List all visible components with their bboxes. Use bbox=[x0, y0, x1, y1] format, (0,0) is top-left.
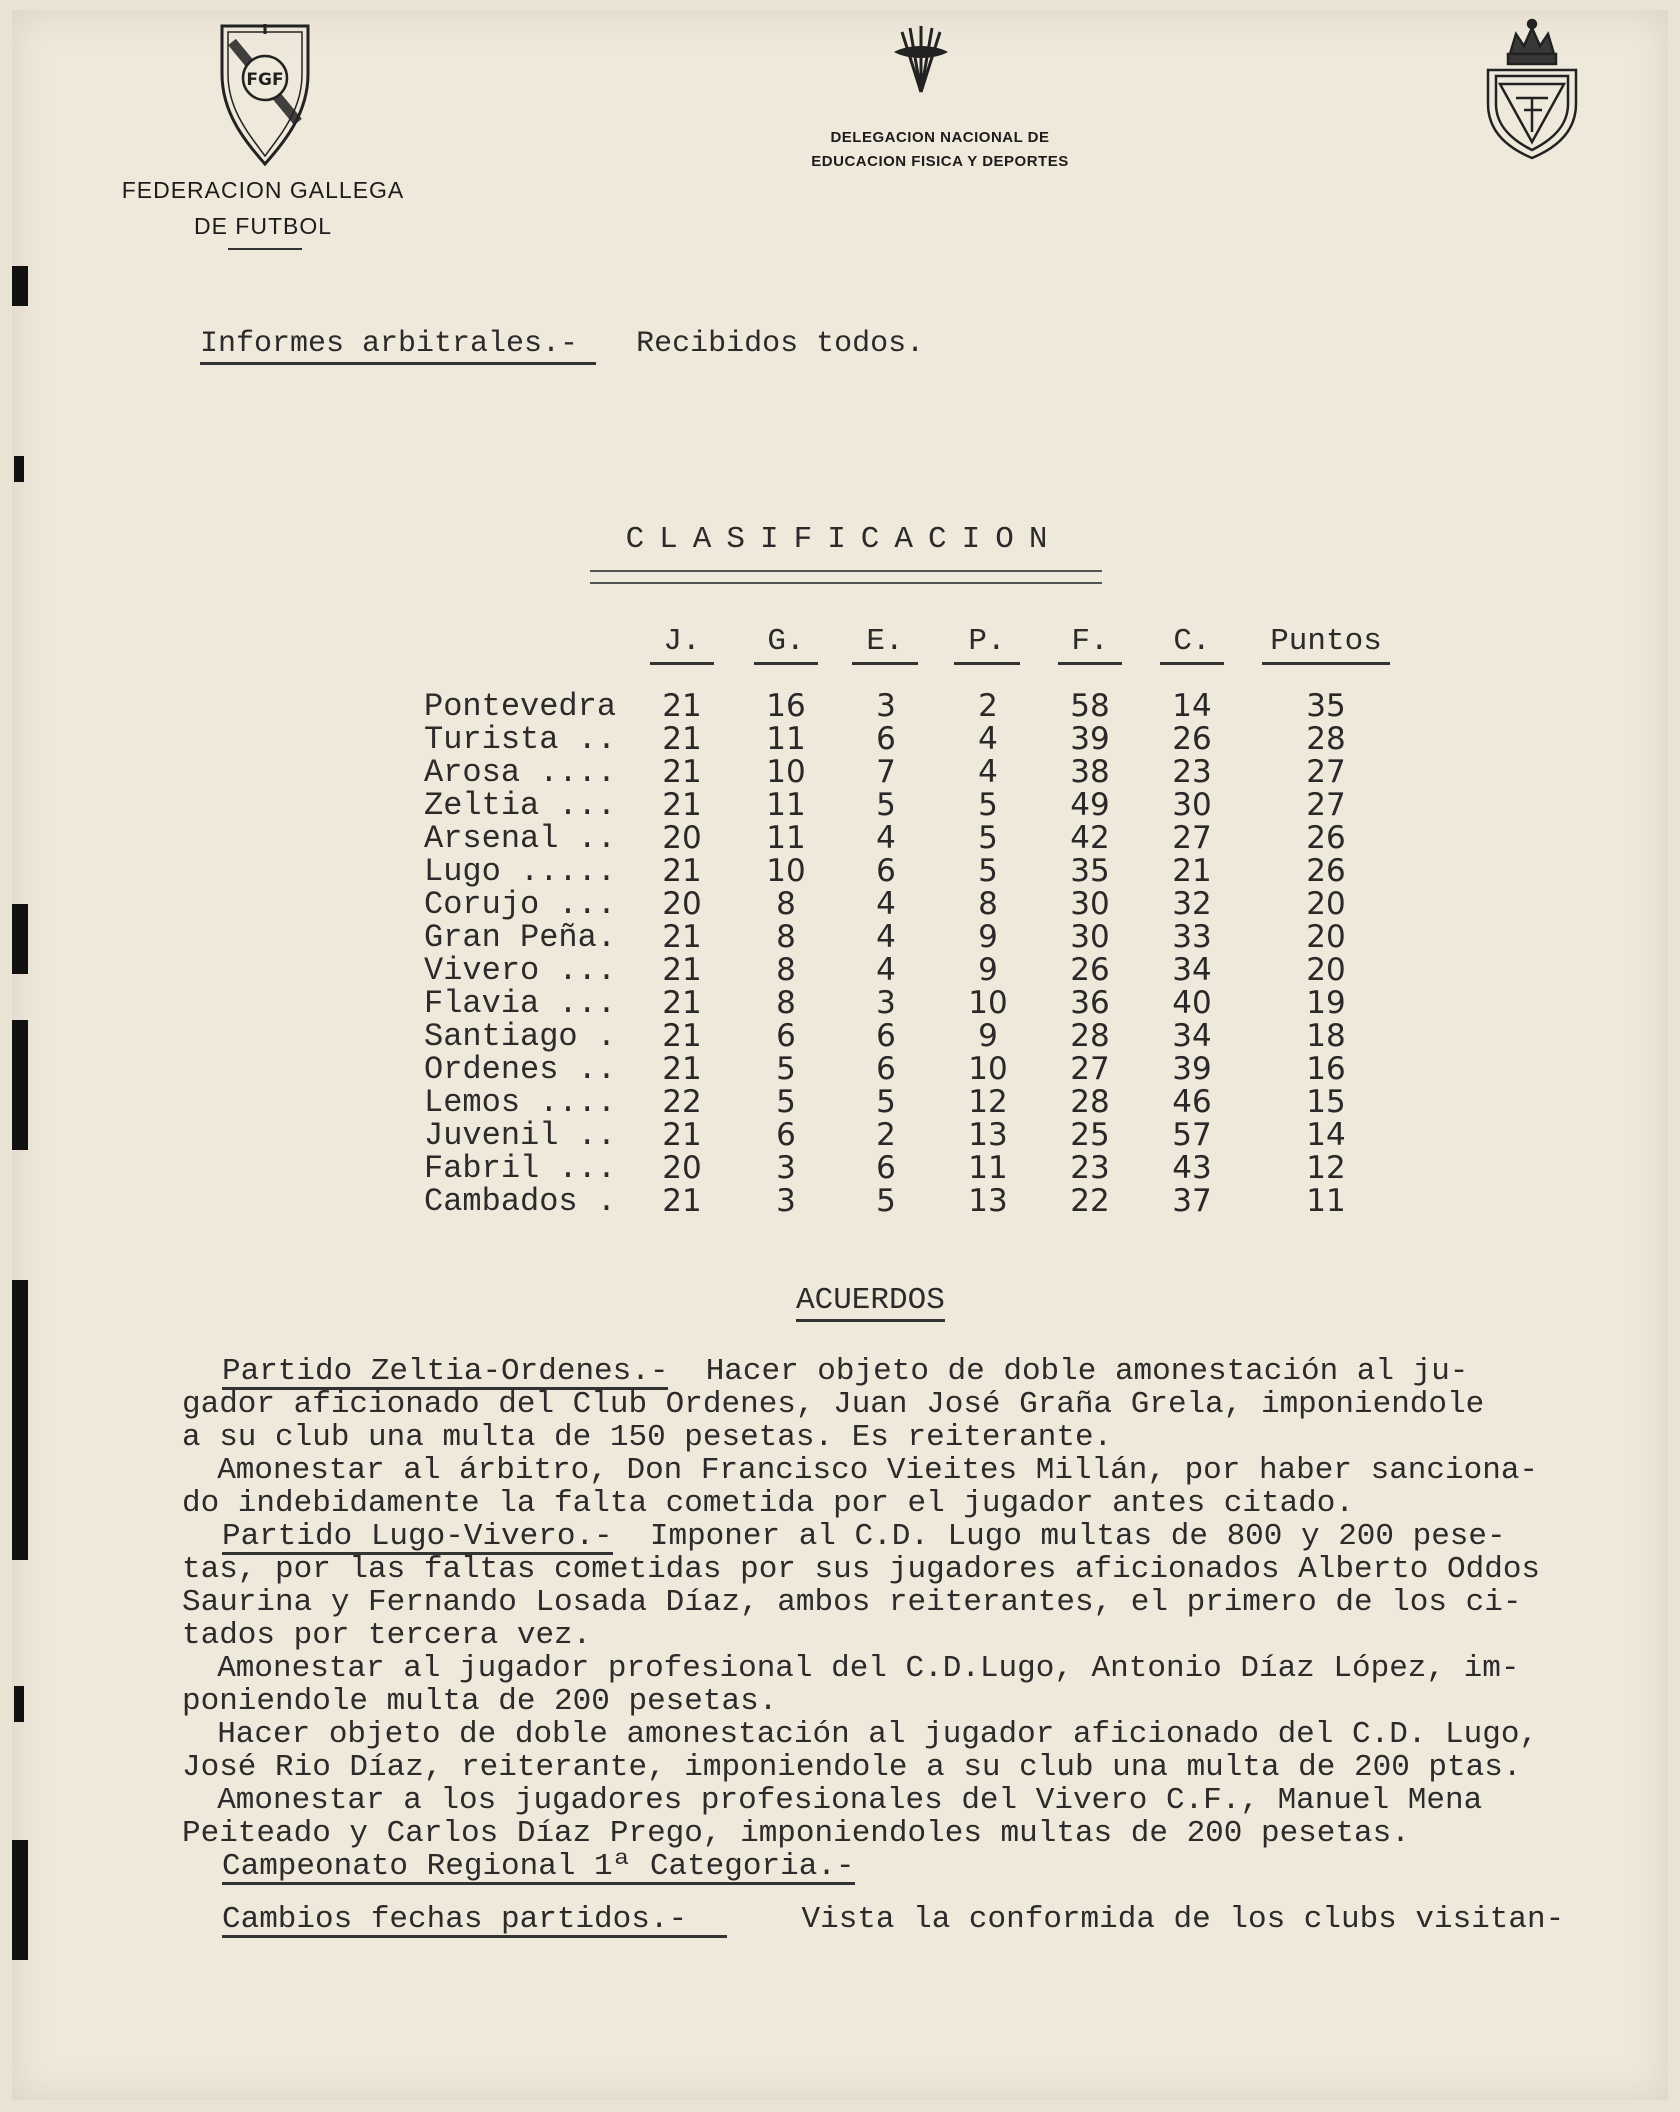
standings-cell: 10 bbox=[968, 1051, 1008, 1087]
team-name: Fabril ... bbox=[424, 1150, 617, 1187]
agreement-line: Amonestar a los jugadores profesionales del Vivero C.F., Manuel Mena bbox=[180, 1783, 1483, 1818]
crowned-federation-emblem-icon bbox=[1480, 14, 1584, 162]
standings-cell: 20 bbox=[1306, 952, 1346, 988]
standings-cell: 26 bbox=[1306, 853, 1346, 889]
team-name: Corujo ... bbox=[424, 886, 617, 923]
standings-cell: 7 bbox=[876, 754, 896, 790]
standings-cell: 14 bbox=[1306, 1117, 1346, 1153]
column-header: P. bbox=[954, 622, 1020, 665]
team-name: Gran Peña. bbox=[424, 919, 617, 956]
standings-cell: 16 bbox=[1306, 1051, 1346, 1087]
standings-cell: 39 bbox=[1070, 721, 1110, 757]
standings-cell: 9 bbox=[978, 1018, 998, 1054]
standings-cell: 23 bbox=[1070, 1150, 1110, 1186]
standings-cell: 22 bbox=[1070, 1183, 1110, 1219]
agreement-line: gador aficionado del Club Ordenes, Juan José Graña Grela, imponiendole bbox=[182, 1387, 1485, 1422]
referee-reports-label: Informes arbitrales.- bbox=[200, 326, 596, 365]
binding-mark bbox=[12, 1280, 28, 1560]
column-header: Puntos bbox=[1262, 622, 1390, 665]
standings-cell: 14 bbox=[1172, 688, 1212, 724]
agreement-line: Amonestar al jugador profesional del C.D.Lugo, Antonio Díaz López, im- bbox=[180, 1651, 1520, 1686]
standings-cell: 20 bbox=[662, 820, 702, 856]
standings-cell: 13 bbox=[968, 1117, 1008, 1153]
standings-cell: 4 bbox=[876, 886, 896, 922]
standings-cell: 21 bbox=[662, 688, 702, 724]
standings-cell: 8 bbox=[978, 886, 998, 922]
standings-cell: 4 bbox=[876, 952, 896, 988]
standings-cell: 33 bbox=[1172, 919, 1212, 955]
standings-cell: 6 bbox=[876, 1018, 896, 1054]
column-header: F. bbox=[1058, 622, 1122, 665]
standings-cell: 57 bbox=[1172, 1117, 1212, 1153]
team-name: Arosa .... bbox=[424, 754, 617, 791]
agreement-line bbox=[222, 1903, 1564, 1938]
federation-name-line1: FEDERACION GALLEGA bbox=[121, 177, 405, 203]
standings-cell: 6 bbox=[876, 1150, 896, 1186]
standings-cell: 11 bbox=[766, 721, 806, 757]
agreement-text: Vista la conformida de los clubs visitan- bbox=[727, 1902, 1565, 1937]
standings-cell: 11 bbox=[766, 820, 806, 856]
standings-cell: 21 bbox=[662, 1018, 702, 1054]
federation-name bbox=[108, 172, 418, 244]
standings-cell: 23 bbox=[1172, 754, 1212, 790]
classification-double-rule bbox=[590, 570, 1102, 584]
delegation-line1: DELEGACION NACIONAL DE bbox=[830, 129, 1050, 146]
standings-cell: 32 bbox=[1172, 886, 1212, 922]
standings-cell: 27 bbox=[1172, 820, 1212, 856]
standings-cell: 30 bbox=[1172, 787, 1212, 823]
agreement-line: Saurina y Fernando Losada Díaz, ambos reiterantes, el primero de los ci- bbox=[182, 1585, 1522, 1620]
agreement-line bbox=[222, 1520, 1506, 1555]
team-name: Santiago . bbox=[424, 1018, 617, 1055]
standings-cell: 43 bbox=[1172, 1150, 1212, 1186]
standings-cell: 5 bbox=[876, 1084, 896, 1120]
standings-cell: 4 bbox=[876, 919, 896, 955]
team-name: Ordenes .. bbox=[424, 1051, 617, 1088]
standings-cell: 13 bbox=[968, 1183, 1008, 1219]
standings-cell: 8 bbox=[776, 952, 796, 988]
standings-cell: 21 bbox=[662, 952, 702, 988]
standings-cell: 38 bbox=[1070, 754, 1110, 790]
standings-cell: 10 bbox=[766, 853, 806, 889]
standings-cell: 42 bbox=[1070, 820, 1110, 856]
binding-mark bbox=[14, 1686, 24, 1722]
standings-cell: 20 bbox=[662, 886, 702, 922]
agreement-line: Hacer objeto de doble amonestación al jugador aficionado del C.D. Lugo, bbox=[180, 1717, 1539, 1752]
standings-cell: 4 bbox=[978, 754, 998, 790]
standings-cell: 20 bbox=[1306, 919, 1346, 955]
standings-cell: 30 bbox=[1070, 919, 1110, 955]
binding-mark bbox=[14, 456, 24, 482]
standings-cell: 4 bbox=[978, 721, 998, 757]
standings-cell: 2 bbox=[978, 688, 998, 724]
standings-cell: 16 bbox=[766, 688, 806, 724]
standings-cell: 2 bbox=[876, 1117, 896, 1153]
standings-cell: 3 bbox=[776, 1150, 796, 1186]
standings-cell: 40 bbox=[1172, 985, 1212, 1021]
standings-cell: 34 bbox=[1172, 952, 1212, 988]
agreement-line: Peiteado y Carlos Díaz Prego, imponiendoles multas de 200 pesetas. bbox=[182, 1816, 1410, 1851]
agreement-line bbox=[222, 1355, 1468, 1390]
standings-cell: 6 bbox=[876, 853, 896, 889]
standings-cell: 21 bbox=[662, 853, 702, 889]
standings-cell: 5 bbox=[978, 853, 998, 889]
standings-cell: 35 bbox=[1070, 853, 1110, 889]
standings-cell: 3 bbox=[776, 1183, 796, 1219]
standings-cell: 19 bbox=[1306, 985, 1346, 1021]
agreement-heading: Campeonato Regional 1ª Categoria.- bbox=[222, 1849, 855, 1884]
svg-text:FGF: FGF bbox=[246, 70, 284, 90]
agreements-title: ACUERDOS bbox=[796, 1283, 945, 1322]
classification-title: CLASIFICACION bbox=[625, 522, 1063, 557]
standings-cell: 10 bbox=[968, 985, 1008, 1021]
yoke-arrows-icon bbox=[888, 22, 954, 96]
standings-cell: 6 bbox=[776, 1117, 796, 1153]
agreement-text: Imponer al C.D. Lugo multas de 800 y 200 pese- bbox=[612, 1519, 1506, 1554]
standings-cell: 6 bbox=[776, 1018, 796, 1054]
agreement-heading: Cambios fechas partidos.- bbox=[222, 1904, 727, 1938]
team-name: Lemos .... bbox=[424, 1084, 617, 1121]
standings-cell: 28 bbox=[1070, 1084, 1110, 1120]
team-name: Flavia ... bbox=[424, 985, 617, 1022]
standings-cell: 21 bbox=[662, 754, 702, 790]
standings-cell: 6 bbox=[876, 721, 896, 757]
standings-cell: 21 bbox=[662, 1117, 702, 1153]
standings-cell: 21 bbox=[662, 1183, 702, 1219]
standings-cell: 12 bbox=[1306, 1150, 1346, 1186]
referee-reports-line bbox=[200, 326, 924, 365]
standings-cell: 25 bbox=[1070, 1117, 1110, 1153]
standings-cell: 28 bbox=[1306, 721, 1346, 757]
binding-mark bbox=[12, 266, 28, 306]
standings-cell: 11 bbox=[968, 1150, 1008, 1186]
agreement-line: a su club una multa de 150 pesetas. Es reiterante. bbox=[182, 1420, 1113, 1455]
standings-cell: 8 bbox=[776, 985, 796, 1021]
standings-cell: 34 bbox=[1172, 1018, 1212, 1054]
standings-cell: 20 bbox=[1306, 886, 1346, 922]
standings-cell: 5 bbox=[876, 787, 896, 823]
standings-cell: 5 bbox=[876, 1183, 896, 1219]
team-name: Vivero ... bbox=[424, 952, 617, 989]
team-name: Juvenil .. bbox=[424, 1117, 617, 1154]
agreement-line: tas, por las faltas cometidas por sus jugadores aficionados Alberto Oddos bbox=[182, 1552, 1541, 1587]
binding-mark bbox=[12, 1020, 28, 1150]
agreement-line: do indebidamente la falta cometida por el jugador antes citado. bbox=[182, 1486, 1354, 1521]
standings-cell: 5 bbox=[776, 1084, 796, 1120]
standings-cell: 26 bbox=[1306, 820, 1346, 856]
standings-cell: 3 bbox=[876, 985, 896, 1021]
standings-cell: 11 bbox=[1306, 1183, 1346, 1219]
team-name: Zeltia ... bbox=[424, 787, 617, 824]
column-header: J. bbox=[650, 622, 714, 665]
agreement-line: poniendole multa de 200 pesetas. bbox=[182, 1684, 778, 1719]
agreement-heading: Partido Lugo-Vivero.- bbox=[222, 1519, 613, 1554]
federation-name-line2: DE FUTBOL bbox=[193, 213, 333, 239]
standings-cell: 10 bbox=[766, 754, 806, 790]
standings-cell: 28 bbox=[1070, 1018, 1110, 1054]
standings-cell: 9 bbox=[978, 919, 998, 955]
standings-cell: 5 bbox=[978, 787, 998, 823]
referee-reports-value: Recibidos todos. bbox=[636, 327, 925, 361]
column-header: E. bbox=[852, 622, 918, 665]
standings-cell: 4 bbox=[876, 820, 896, 856]
standings-cell: 27 bbox=[1070, 1051, 1110, 1087]
standings-cell: 8 bbox=[776, 919, 796, 955]
standings-cell: 27 bbox=[1306, 754, 1346, 790]
standings-cell: 21 bbox=[1172, 853, 1212, 889]
column-header: C. bbox=[1160, 622, 1224, 665]
agreement-text: Hacer objeto de doble amonestación al ju- bbox=[668, 1354, 1469, 1389]
team-name: Turista .. bbox=[424, 721, 617, 758]
agreement-line: José Rio Díaz, reiterante, imponiendole a su club una multa de 200 ptas. bbox=[182, 1750, 1522, 1785]
standings-cell: 58 bbox=[1070, 688, 1110, 724]
standings-cell: 20 bbox=[662, 1150, 702, 1186]
standings-cell: 6 bbox=[876, 1051, 896, 1087]
standings-cell: 3 bbox=[876, 688, 896, 724]
standings-cell: 21 bbox=[662, 919, 702, 955]
standings-cell: 27 bbox=[1306, 787, 1346, 823]
standings-cell: 11 bbox=[766, 787, 806, 823]
standings-cell: 39 bbox=[1172, 1051, 1212, 1087]
standings-cell: 21 bbox=[662, 787, 702, 823]
standings-cell: 35 bbox=[1306, 688, 1346, 724]
team-name: Pontevedra bbox=[424, 688, 617, 725]
standings-cell: 36 bbox=[1070, 985, 1110, 1021]
standings-cell: 12 bbox=[968, 1084, 1008, 1120]
standings-cell: 5 bbox=[776, 1051, 796, 1087]
standings-cell: 49 bbox=[1070, 787, 1110, 823]
standings-cell: 37 bbox=[1172, 1183, 1212, 1219]
header-divider bbox=[228, 248, 302, 250]
agreement-line: tados por tercera vez. bbox=[182, 1618, 592, 1653]
standings-cell: 22 bbox=[662, 1084, 702, 1120]
standings-cell: 26 bbox=[1070, 952, 1110, 988]
binding-mark bbox=[12, 904, 28, 974]
agreement-line bbox=[222, 1850, 855, 1885]
standings-cell: 18 bbox=[1306, 1018, 1346, 1054]
standings-cell: 30 bbox=[1070, 886, 1110, 922]
standings-cell: 21 bbox=[662, 721, 702, 757]
team-name: Arsenal .. bbox=[424, 820, 617, 857]
agreement-line: Amonestar al árbitro, Don Francisco Vieites Millán, por haber sanciona- bbox=[180, 1453, 1539, 1488]
agreement-heading: Partido Zeltia-Ordenes.- bbox=[222, 1354, 669, 1389]
standings-cell: 46 bbox=[1172, 1084, 1212, 1120]
standings-cell: 21 bbox=[662, 1051, 702, 1087]
delegation-name bbox=[760, 126, 1120, 174]
column-header: G. bbox=[754, 622, 818, 665]
fgf-shield-icon bbox=[218, 22, 312, 168]
standings-cell: 9 bbox=[978, 952, 998, 988]
standings-cell: 15 bbox=[1306, 1084, 1346, 1120]
binding-mark bbox=[12, 1840, 28, 1960]
delegation-line2: EDUCACION FISICA Y DEPORTES bbox=[811, 153, 1069, 170]
standings-cell: 21 bbox=[662, 985, 702, 1021]
standings-cell: 5 bbox=[978, 820, 998, 856]
team-name: Cambados . bbox=[424, 1183, 617, 1220]
standings-cell: 26 bbox=[1172, 721, 1212, 757]
standings-cell: 8 bbox=[776, 886, 796, 922]
team-name: Lugo ..... bbox=[424, 853, 617, 890]
